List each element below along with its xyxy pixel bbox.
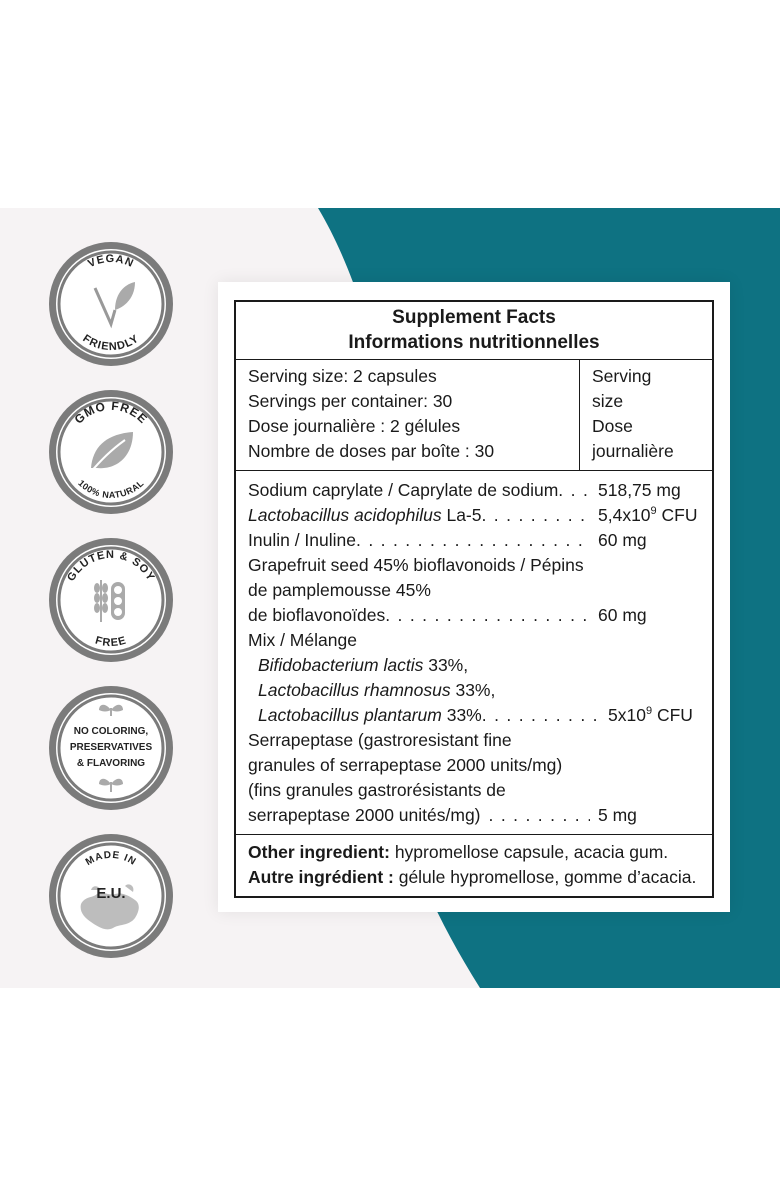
ingredient-row-inulin: Inulin / Inuline . . . 60 mg xyxy=(248,528,712,553)
badge-line-1: NO COLORING, xyxy=(73,726,149,737)
other-ingredients xyxy=(236,835,712,896)
ingredients-list xyxy=(236,471,712,835)
badge-bottom-text: 100% NATURAL xyxy=(76,477,146,501)
ingredient-grapefruit-line: de pamplemousse 45% xyxy=(248,580,431,600)
badge-top-text: MADE IN xyxy=(83,849,139,869)
other-ingredient-fr: Autre ingrédient : gélule hypromellose, gomme d’acacia. xyxy=(248,867,697,887)
made-in-eu-badge xyxy=(45,830,177,962)
serving-info xyxy=(236,360,580,470)
badge-top-text: GMO FREE xyxy=(71,398,151,427)
badge-bottom-text: FRIENDLY xyxy=(80,332,142,354)
ingredient-serrapeptase-line: Serrapeptase (gastroresistant fine xyxy=(248,730,512,750)
no-coloring-badge xyxy=(45,682,177,814)
ingredient-grapefruit-line: Grapefruit seed 45% bioflavonoids / Pépins xyxy=(248,555,584,575)
facts-title-en: Supplement Facts xyxy=(392,307,556,328)
supplement-facts-table xyxy=(234,300,714,898)
ingredient-row-grapefruit: de bioflavonoïdes . . . 60 mg xyxy=(248,603,712,628)
serving-line: Dose journalière : 2 gélules xyxy=(248,416,461,436)
gluten-soy-free-badge xyxy=(45,534,177,666)
ingredient-mix-item: Bifidobacterium lactis 33%, xyxy=(258,655,469,675)
badge-line-2: PRESERVATIVES xyxy=(69,742,153,753)
facts-header xyxy=(236,302,712,360)
badge-line-3: & FLAVORING xyxy=(76,758,146,769)
ingredient-row-lactobacillus: Lactobacillus acidophilus La-5 . . . $5,4x10^9$ CFU xyxy=(248,503,712,528)
facts-title-fr: Informations nutritionnelles xyxy=(348,332,600,353)
other-ingredient-en: Other ingredient: hypromellose capsule, acacia gum. xyxy=(248,842,669,862)
serving-line: Servings per container: 30 xyxy=(248,391,453,411)
serving-section xyxy=(236,360,712,471)
serving-size-header: Serving size Dose journalière xyxy=(592,366,674,461)
ingredient-row-mix: Lactobacillus plantarum 33% . . . $5x10^9$ CFU xyxy=(248,703,712,728)
ingredient-row-sodium: Sodium caprylate / Caprylate de sodium . . . 518,75 mg xyxy=(248,478,712,503)
badge-bottom-text: FREE xyxy=(93,634,129,650)
ingredient-mix-label: Mix / Mélange xyxy=(248,630,357,650)
serving-line: Serving size: 2 capsules xyxy=(248,366,437,386)
badge-top-text: GLUTEN & SOY xyxy=(65,548,157,584)
badge-top-text: VEGAN xyxy=(86,252,136,271)
ingredient-serrapeptase-line: granules of serrapeptase 2000 units/mg) xyxy=(248,755,563,775)
gmo-free-badge xyxy=(45,386,177,518)
ingredient-serrapeptase-line: (fins granules gastrorésistants de xyxy=(248,780,506,800)
serving-line: Nombre de doses par boîte : 30 xyxy=(248,441,495,461)
badge-center-text: E.U. xyxy=(96,885,126,902)
vegan-friendly-badge xyxy=(45,238,177,370)
ingredient-mix-item: Lactobacillus rhamnosus 33%, xyxy=(258,680,496,700)
ingredient-row-serrapeptase: serrapeptase 2000 unités/mg) . . . 5 mg xyxy=(248,803,712,828)
